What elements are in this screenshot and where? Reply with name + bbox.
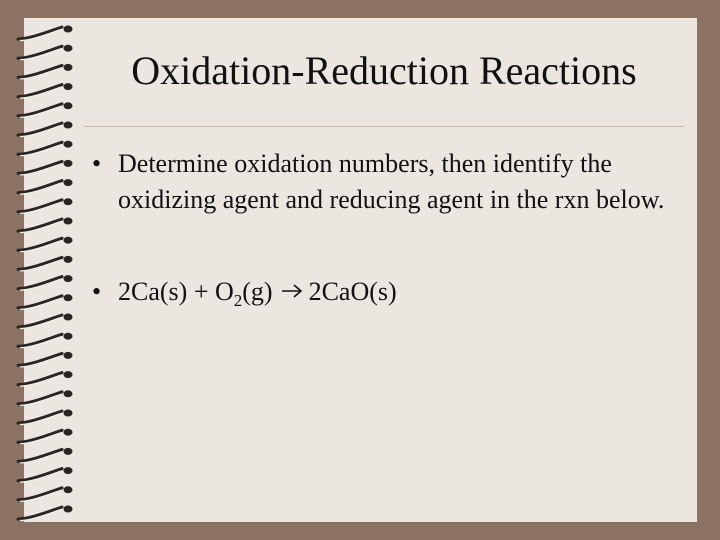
binding-ring	[18, 467, 73, 482]
oxygen-subscript: 2	[233, 291, 243, 310]
binding-ring	[18, 179, 73, 194]
spiral-binding	[0, 0, 90, 540]
binding-ring	[18, 275, 73, 290]
bullet-item	[92, 146, 692, 218]
equation-product: 2CaO(s)	[308, 277, 397, 306]
binding-ring	[18, 256, 73, 271]
binding-ring	[18, 83, 73, 98]
binding-ring	[18, 410, 73, 425]
binding-ring	[18, 218, 73, 233]
binding-ring	[18, 486, 73, 501]
equation-reactants: 2Ca(s) + O	[118, 277, 234, 306]
binding-ring	[18, 102, 73, 117]
binding-ring	[18, 333, 73, 348]
binding-ring	[18, 198, 73, 213]
binding-ring	[18, 122, 73, 137]
binding-ring	[18, 352, 73, 367]
title-divider	[84, 126, 684, 127]
binding-ring	[18, 294, 73, 309]
binding-ring	[18, 237, 73, 252]
binding-ring	[18, 141, 73, 156]
bullet-item-equation	[92, 274, 692, 319]
binding-ring	[18, 314, 73, 329]
binding-ring	[18, 448, 73, 463]
bullet-list	[92, 146, 692, 319]
bullet-text: Determine oxidation numbers, then identify the oxidizing agent and reducing agent in the rxn below.	[118, 149, 665, 214]
equation	[118, 277, 397, 310]
binding-ring	[18, 64, 73, 79]
binding-ring	[18, 371, 73, 386]
right-arrow-icon	[281, 283, 303, 299]
bullet-marker: •	[92, 277, 102, 306]
binding-ring	[18, 429, 73, 444]
oxygen-state: (g)	[242, 277, 273, 306]
binding-ring	[18, 390, 73, 405]
binding-ring	[18, 160, 73, 175]
binding-ring	[18, 26, 73, 41]
binding-ring	[18, 506, 73, 521]
bullet-marker: •	[92, 149, 102, 178]
slide-title: Oxidation-Reduction Reactions	[131, 48, 637, 93]
binding-ring	[18, 45, 73, 60]
